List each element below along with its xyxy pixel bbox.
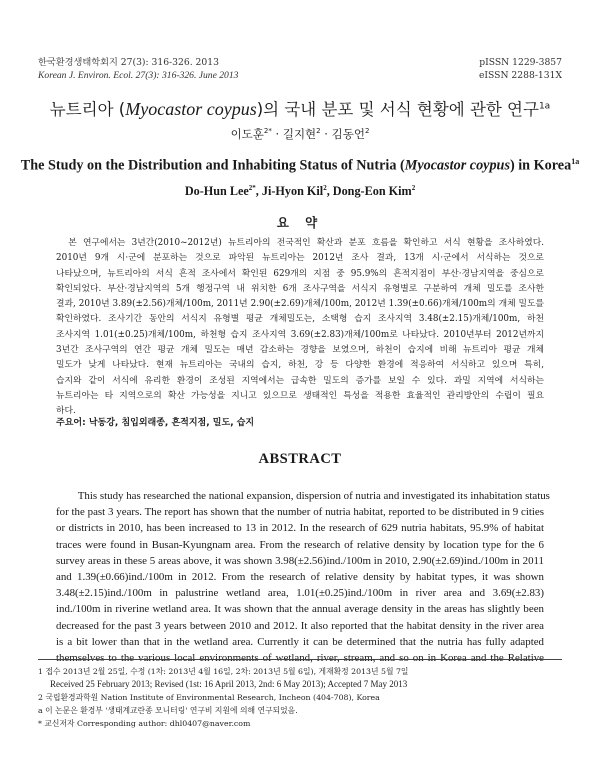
summary-line: 확인되었다. 부산·경남지역의 5개 행정구역 내 위치한 6개 조사구역을 서식지 유형별로 구분하여 개체 밀도를 조사한 [56, 283, 544, 294]
author-en-1: Do-Hun Lee [184, 184, 249, 199]
korean-authors: 이도훈$^{2*}$ · 길지현$^2$ · 김동언$^2$ [230, 127, 370, 141]
summary-line: 결과, 2010년 3.89(±2.56)개체/100m, 2011년 2.90(±2.69)개체/100m, 2012년 1.39(±0.66)개체/100m의 개체 밀도를 [56, 299, 544, 310]
abstract-line: and 1.39(±0.66)ind./100m in 2012. From the research of relative density by habitat types, it was shown [56, 571, 544, 584]
english-authors: Do-Hun Lee$^{2*}$, Ji-Hyon Kil$^2$, Dong-Eon Kim$^2$ [184, 184, 416, 199]
abstract-line: 3.48(±2.15)ind./100m in palustrine wetland area, 1.01(±0.25)ind./100m in river area and 3.69(±2.83) [56, 587, 544, 600]
english-abstract [56, 488, 550, 666]
footnote-received-en: Received 25 February 2013; Revised (1st: 16 April 2013, 2nd: 6 May 2013); Accepted 7 May 2013 [50, 679, 408, 689]
eissn: eISSN 2288-131X [478, 70, 562, 81]
summary-heading: 요 약 [276, 215, 324, 230]
species-name-en-title: Myocastor coypus [404, 157, 510, 174]
issn-block [479, 56, 562, 82]
pissn: pISSN 1229-3857 [479, 57, 562, 68]
english-title: The Study on the Distribution and Inhabiting Status of Nutria (Myocastor coypus) in Korea$^{1a}$ [20, 157, 580, 174]
abstract-line: for the past 3 years. The report has shown that the number of nutria habitat, reported to be distributed in 9 cities [56, 506, 544, 519]
keywords: 주요어: 낙동강, 침입외래종, 흔적지점, 밀도, 습지 [56, 418, 255, 428]
summary-line: 본 연구에서는 3년간(2010~2012년) 뉴트리아의 전국적인 확산과 분포 흐름을 확인하고 서식 현황을 조사하였다. [56, 238, 544, 248]
abstract-line: ind./100m in riverine wetland area. It was shown that the annual average density in the areas has slightly been [56, 603, 544, 616]
abstract-line: is a bit lower than that in the wetland area. Currently it can be determined that the nutria has fully adapted [56, 635, 544, 648]
footnote-funding: a 이 논문은 환경부 '생태계교란종 모니터링' 연구비 지원에 의해 연구되었음. [38, 706, 298, 715]
summary-line: 뉴트리아는 타 지역으로의 확산 가능성을 지니고 있으므로 생태적인 특성을 적용한 효율적인 관리방안의 수립이 필요 [56, 390, 544, 401]
abstract-line: or districts in 2010, has been increased to 13 in 2012. In the research of 629 nutria habitats, 95.9% of habitat [56, 522, 544, 535]
abstract-line: themselves to the various local environments of wetland, river, stream, and so on in Korea and the Relative [56, 652, 544, 665]
species-name-ko-title: Myocastor coypus [125, 99, 257, 119]
abstract-line: traces were found in Busan-Kyungnam area. From the research of relative density by location type for the 6 [56, 538, 544, 551]
author-ko-2: 길지현 [282, 127, 317, 141]
summary-line: 조사지역 1.01(±0.25)개체/100m, 하천형 습지 조사지역 3.69(±2.83)개체/100m로 나타났다. 2010년부터 2012년까지 [56, 329, 544, 340]
summary-line: 나타났으며, 뉴트리아의 서식 흔적 조사에서 확인된 629개의 지점 중 95.9%의 흔적지점이 부산·경남지역을 중심으로 [56, 268, 544, 279]
korean-summary [56, 236, 544, 420]
author-en-3: Dong-Eon Kim [332, 184, 412, 199]
summary-line: 확인하였다. 조사기간 동안의 서식지 유형별 평균 개체밀도는, 소택형 습지 조사지역 3.48(±2.15)개체/100m, 하천 [56, 314, 544, 325]
footnote-corresponding: * 교신저자 Corresponding author: dhl0407@naver.com [38, 719, 251, 728]
abstract-line: decreased for the past 3 years between 2010 and 2012. It also reported that the habitat density in the river area [56, 619, 544, 632]
korean-title: 뉴트리아 (Myocastor coypus)의 국내 분포 및 서식 현황에 관한 연구$^{1a}$ [49, 99, 551, 119]
author-en-2: Ji-Hyon Kil [261, 184, 324, 199]
footnote-received-ko: 1 접수 2013년 2월 25일, 수정 (1차: 2013년 4월 16일, 2차: 2013년 5월 6일), 게재확정 2013년 5월 7일 [38, 667, 409, 676]
author-ko-1: 이도훈 [230, 127, 264, 141]
abstract-line: survey areas in these 5 areas above, it was shown 3.98(±2.56)ind./100m in 2010, 2.90(±2.69)ind./100m in 2011 [56, 554, 544, 567]
author-ko-3: 김동언 [331, 127, 365, 141]
footnote-affiliation: 2 국립환경과학원 Nation Institute of Environmental Research, Incheon (404-708), Korea [38, 693, 380, 702]
footnote-rule [38, 659, 562, 660]
journal-citation-en: Korean J. Environ. Ecol. 27(3): 316-326. June 2013 [38, 70, 239, 81]
abstract-heading: ABSTRACT [258, 451, 342, 467]
summary-line: 하다. [56, 406, 76, 417]
footnotes [38, 665, 562, 730]
summary-line: 습지와 같이 서식에 유리한 환경이 조성된 지역에서는 급속한 밀도의 증가를 보일 수 있다. 과밀 지역에 서식하는 [56, 375, 544, 386]
journal-citation [38, 56, 238, 82]
summary-line: 3년간 조사구역의 연간 평균 개체 밀도는 매년 감소하는 경향을 보였으며, 하천이 습지에 비해 뉴트리아 평균 개체 [56, 345, 544, 356]
summary-line: 밀도가 낮게 나타났다. 현재 뉴트리아는 국내의 습지, 하천, 강 등 다양한 환경에 적응하여 서식하고 있으며 특히, [56, 360, 544, 371]
abstract-line: This study has researched the national expansion, dispersion of nutria and investigated its inhabitation status [56, 490, 550, 502]
journal-citation-ko: 한국환경생태학회지 27(3): 316-326. 2013 [38, 57, 219, 68]
summary-line: 2010년 9개 시·군에 분포하는 것으로 파악된 뉴트리아는 2012년 조사 결과, 13개 시·군에서 서식하는 것으로 [56, 253, 544, 264]
